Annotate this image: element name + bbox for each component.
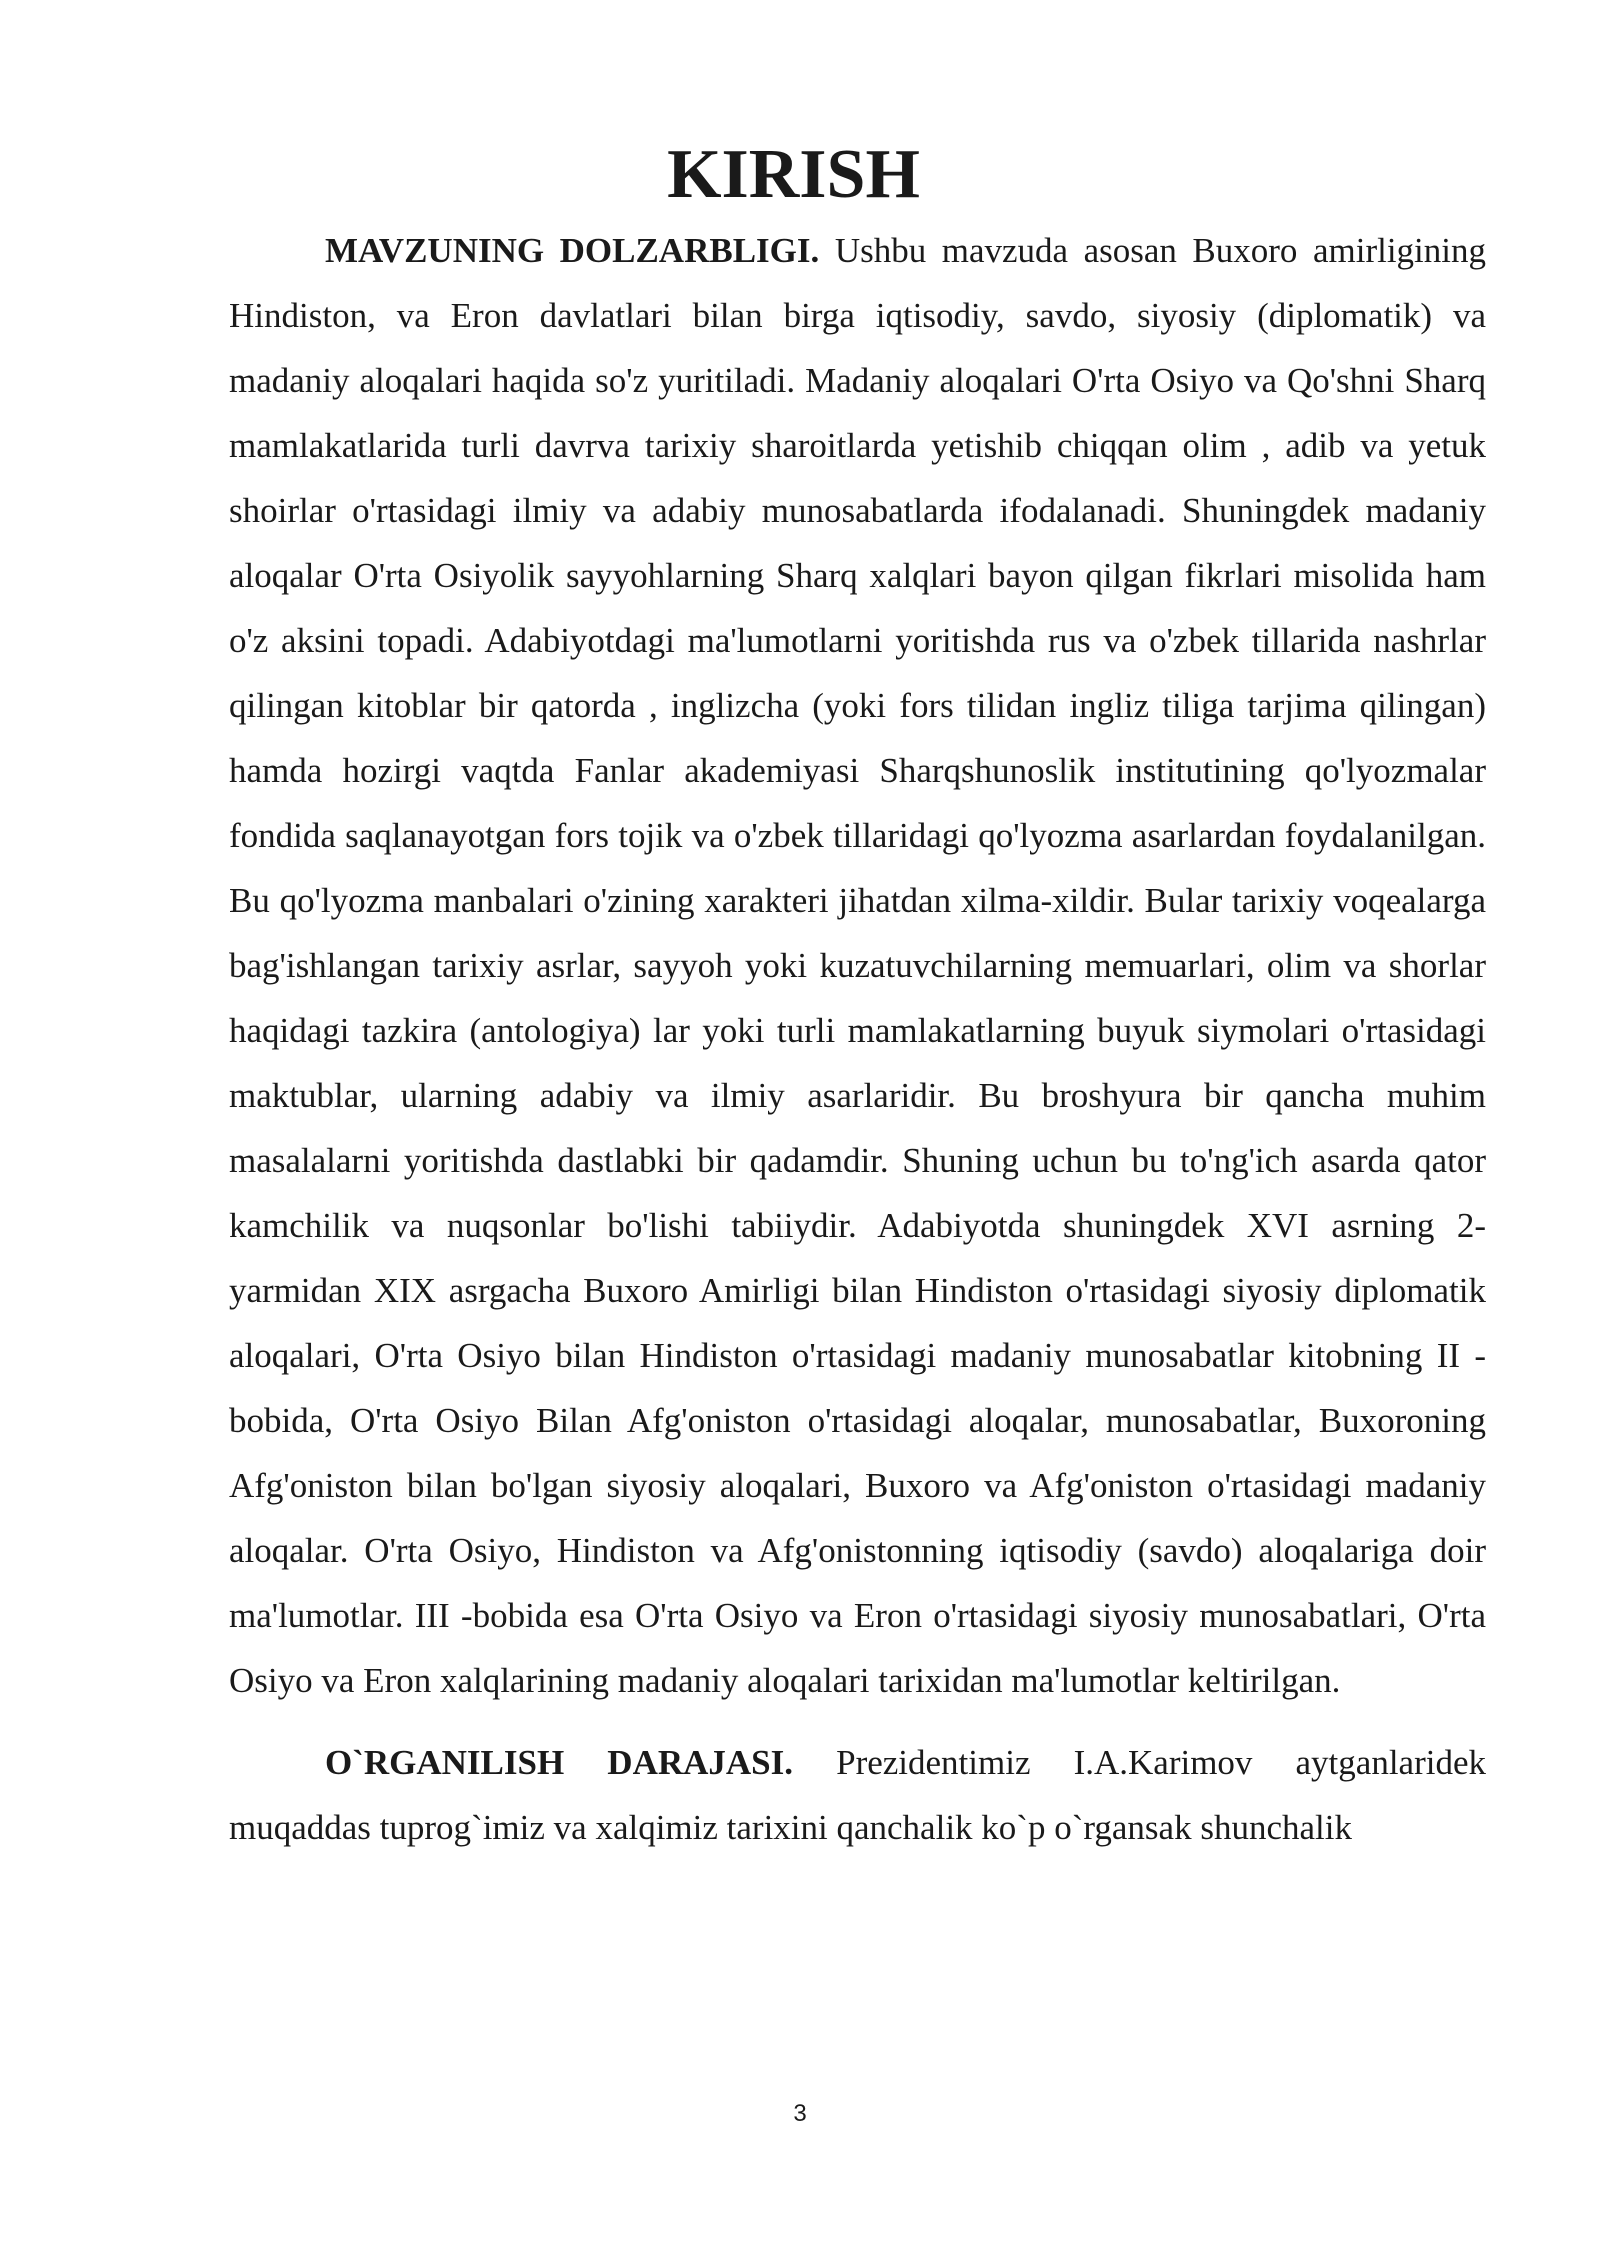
page-number: 3: [793, 2100, 807, 2127]
paragraph-text: Prezidentimiz I.A.Karimov aytganlaridek muqaddas tuprog`imiz va xalqimiz tarixini qanchalik ko`p o`rgansak shunchalik: [229, 1743, 1486, 1847]
paragraph-lead: O`RGANILISH DARAJASI.: [325, 1743, 794, 1782]
paragraph-text: Ushbu mavzuda asosan Buxoro amirligining Hindiston, va Eron davlatlari bilan birga iqtisodiy, savdo, siyosiy (diplomatik) va madaniy aloqalari haqida so'z yuritiladi. Madaniy aloqalari O'rta Osiyo va Qo'shni Sharq mamlakatlarida turli davrva tarixiy sharoitlarda yetishib chiqqan olim , adib va yetuk shoirlar o'rtasidagi ilmiy va adabiy munosabatlarda ifodalanadi. Shuningdek madaniy aloqalar O'rta Osiyolik sayyohlarning Sharq xalqlari bayon qilgan fikrlari misolida ham o'z aksini topadi. Adabiyotdagi ma'lumotlarni yoritishda rus va o'zbek tillarida nashrlar qilingan kitoblar bir qatorda , inglizcha (yoki fors tilidan ingliz tiliga tarjima qilingan) hamda hozirgi vaqtda Fanlar akademiyasi Sharqshunoslik institutining qo'lyozmalar fondida saqlanayotgan fors tojik va o'zbek tillaridagi qo'lyozma asarlardan foydalanilgan. Bu qo'lyozma manbalari o'zining xarakteri jihatdan xilma-xildir. Bular tarixiy voqealarga bag'ishlangan tarixiy asrlar, sayyoh yoki kuzatuvchilarning memuarlari, olim va shorlar haqidagi tazkira (antologiya) lar yoki turli mamlakatlarning buyuk siymolari o'rtasidagi maktublar, ularning adabiy va ilmiy asarlaridir. Bu broshyura bir qancha muhim masalalarni yoritishda dastlabki bir qadamdir. Shuning uchun bu to'ng'ich asarda qator kamchilik va nuqsonlar bo'lishi tabiiydir. Adabiyotda shuningdek XVI asrning 2-yarmidan XIX asrgacha Buxoro Amirligi bilan Hindiston o'rtasidagi siyosiy diplomatik aloqalari, O'rta Osiyo bilan Hindiston o'rtasidagi madaniy munosabatlar kitobning II -bobida, O'rta Osiyo Bilan Afg'oniston o'rtasidagi aloqalar, munosabatlar, Buxoroning Afg'oniston bilan bo'lgan siyosiy aloqalari, Buxoro va Afg'oniston o'rtasidagi madaniy aloqalar. O'rta Osiyo, Hindiston va Afg'onistonning iqtisodiy (savdo) aloqalariga doir ma'lumotlar. III -bobida esa O'rta Osiyo va Eron o'rtasidagi siyosiy munosabatlari, O'rta Osiyo va Eron xalqlarining madaniy aloqalari tarixidan ma'lumotlar keltirilgan.: [229, 231, 1486, 1700]
paragraph-lead: MAVZUNING DOLZARBLIGI.: [325, 231, 820, 270]
document-body: [229, 136, 1486, 1860]
section-heading: KIRISH: [667, 136, 920, 213]
paragraph-study-level: [229, 1730, 1486, 1860]
paragraph-relevance: [229, 218, 1486, 1713]
